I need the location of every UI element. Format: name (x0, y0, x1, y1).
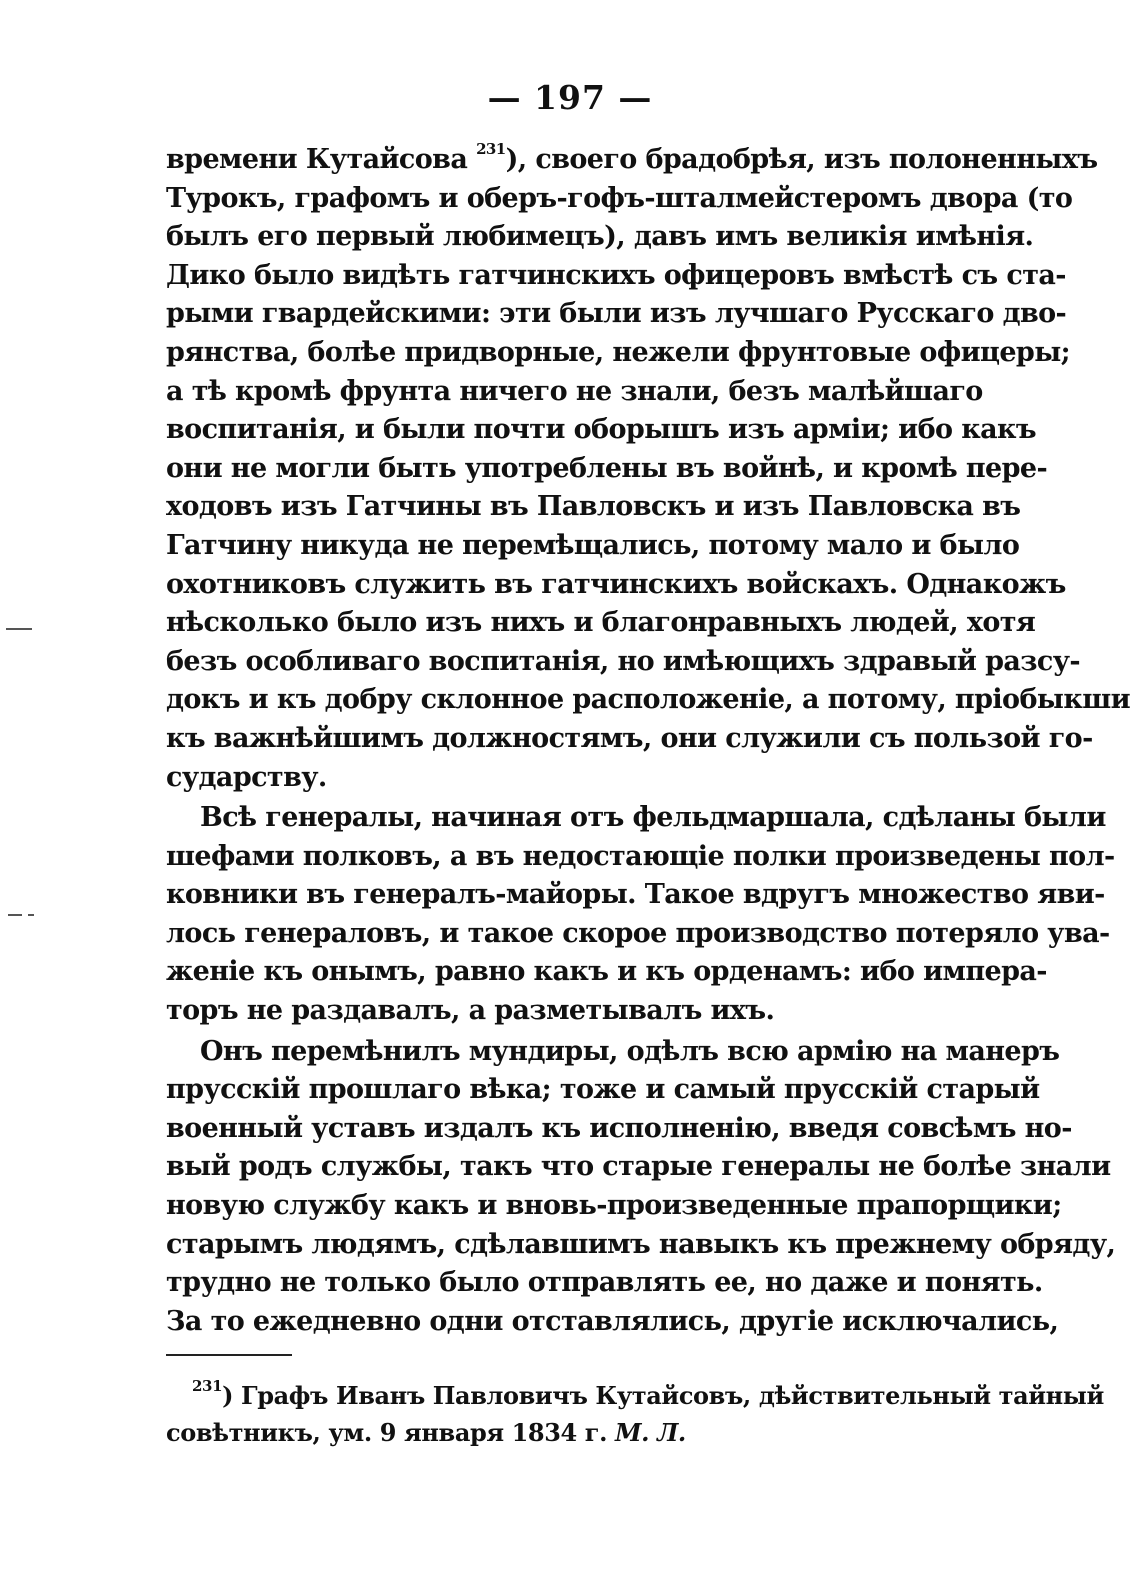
text-line: сударству. (166, 761, 327, 793)
text-line: къ важнѣйшимъ должностямъ, они служили съ пользой го- (166, 722, 1093, 754)
scan-margin-mark (6, 628, 32, 630)
text-line: воспитанія, и были почти оборышъ изъ арміи; ибо какъ (166, 414, 1037, 446)
text-line: охотниковъ служить въ гатчинскихъ войскахъ. Однакожъ (166, 568, 1066, 600)
text-line (166, 140, 1098, 180)
text-line: они не могли быть употреблены въ войнѣ, и кромѣ пере- (166, 452, 1048, 484)
text-line: Гатчину никуда не перемѣщались, потому мало и было (166, 529, 1020, 561)
footnote-line (166, 1377, 1104, 1414)
footnote-signature: М. Л. (615, 1418, 686, 1447)
text-line: женіе къ онымъ, равно какъ и къ орденамъ: ибо импера- (166, 956, 1047, 988)
text-line: Дико было видѣть гатчинскихъ офицеровъ вмѣстѣ съ ста- (166, 259, 1066, 291)
footnote-number: 231 (192, 1377, 223, 1395)
text-line: безъ особливаго воспитанія, но имѣющихъ здравый разсу- (166, 645, 1081, 677)
text-line: нѣсколько было изъ нихъ и благонравныхъ людей, хотя (166, 607, 1036, 639)
text-line: Онъ перемѣнилъ мундиры, одѣлъ всю армію на манеръ (200, 1035, 1060, 1067)
text-line: лось генераловъ, и такое скорое производство потеряло ува- (166, 917, 1110, 949)
text-line: Всѣ генералы, начиная отъ фельдмаршала, сдѣланы были (200, 802, 1106, 834)
scan-margin-mark (28, 914, 34, 916)
text-line: шефами полковъ, а въ недостающіе полки произведены пол- (166, 840, 1115, 872)
text-line: ходовъ изъ Гатчины въ Павловскъ и изъ Павловска въ (166, 491, 1021, 523)
footnote (166, 1377, 1104, 1451)
text-line: За то ежедневно одни отставлялись, другіе исключались, (166, 1305, 1059, 1337)
text-line: рыми гвардейскими: эти были изъ лучшаго Русскаго дво- (166, 298, 1067, 330)
body-text (166, 140, 1131, 1341)
text-fragment: ), своего брадобрѣя, изъ полоненныхъ (505, 144, 1098, 175)
text-line: ковники въ генералъ-майоры. Такое вдругъ множество яви- (166, 879, 1105, 911)
text-line: прусскій прошлаго вѣка; тоже и самый прусскій старый (166, 1074, 1040, 1106)
text-line: докъ и къ добру склонное расположеніе, а потому, пріобыкши (166, 684, 1131, 716)
text-line: а тѣ кромѣ фрунта ничего не знали, безъ малѣйшаго (166, 375, 983, 407)
page-number: — 197 — (487, 78, 653, 117)
text-fragment: времени Кутайсова (166, 144, 468, 175)
text-line: военный уставъ издалъ къ исполненію, введя совсѣмъ но- (166, 1112, 1072, 1144)
text-line: торъ не раздавалъ, а разметывалъ ихъ. (166, 995, 775, 1027)
footnote-line (166, 1414, 952, 1451)
footnote-text: ) Графъ Иванъ Павловичъ Кутайсовъ, дѣйствительный тайный (222, 1381, 1104, 1410)
text-line: рянства, болѣе придворные, нежели фрунтовые офицеры; (166, 336, 1071, 368)
footnote-divider (166, 1354, 292, 1356)
text-line: новую службу какъ и вновь-произведенные прапорщики; (166, 1190, 1062, 1222)
text-line: трудно не только было отправлять ее, но даже и понять. (166, 1267, 1043, 1299)
scan-margin-mark (8, 914, 22, 916)
footnote-reference[interactable]: 231 (476, 140, 506, 158)
text-line: былъ его первый любимецъ), давъ имъ великія имѣнія. (166, 221, 1034, 253)
text-line: старымъ людямъ, сдѣлавшимъ навыкъ къ прежнему обряду, (166, 1228, 1116, 1260)
footnote-text: совѣтникъ, ум. 9 января 1834 г. (166, 1418, 616, 1447)
text-line: Турокъ, графомъ и оберъ-гофъ-шталмейстеромъ двора (то (166, 182, 1073, 214)
text-line: вый родъ службы, такъ что старые генералы не болѣе знали (166, 1151, 1111, 1183)
